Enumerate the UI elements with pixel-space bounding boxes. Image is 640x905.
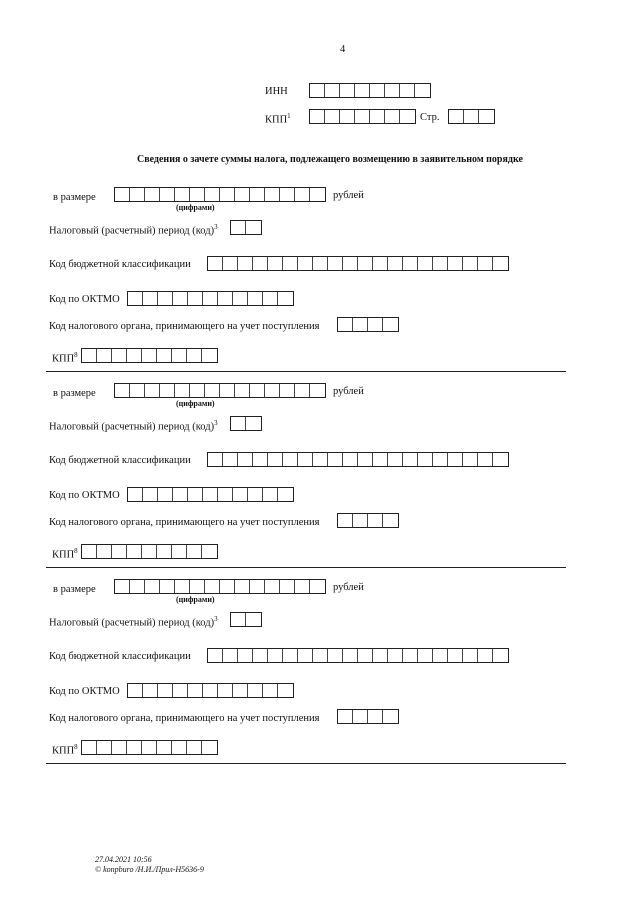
kpp8-label: КПП$^8$	[52, 743, 78, 757]
kpp8-field[interactable]	[81, 348, 218, 363]
digit-cell[interactable]	[82, 545, 97, 558]
digit-cell[interactable]	[310, 110, 325, 123]
digit-cell[interactable]	[280, 580, 295, 593]
digit-cell[interactable]	[388, 649, 403, 662]
period-label: Налоговый (расчетный) период (код)$^3$	[49, 615, 218, 629]
digit-cell[interactable]	[403, 453, 418, 466]
period-label: Налоговый (расчетный) период (код)$^3$	[49, 419, 218, 433]
digit-cell[interactable]	[233, 488, 248, 501]
digit-cell[interactable]	[158, 488, 173, 501]
oktmo-label: Код по ОКТМО	[49, 490, 120, 501]
digit-cell[interactable]	[203, 488, 218, 501]
digit-cell[interactable]	[115, 384, 130, 397]
digit-cell[interactable]	[130, 580, 145, 593]
digit-cell[interactable]	[115, 188, 130, 201]
digit-cell[interactable]	[370, 110, 385, 123]
footer-timestamp: 27.04.2021 10:56	[95, 855, 152, 864]
digit-cell[interactable]	[173, 684, 188, 697]
digit-cell[interactable]	[223, 257, 238, 270]
digit-cell[interactable]	[340, 84, 355, 97]
digit-cell[interactable]	[358, 257, 373, 270]
digit-cell[interactable]	[355, 84, 370, 97]
amount-hint: (цифрами)	[176, 203, 215, 212]
digit-cell[interactable]	[353, 514, 368, 527]
digit-cell[interactable]	[478, 453, 493, 466]
kpp8-label: КПП$^8$	[52, 547, 78, 561]
digit-cell[interactable]	[172, 545, 187, 558]
digit-cell[interactable]	[145, 580, 160, 593]
digit-cell[interactable]	[223, 453, 238, 466]
digit-cell[interactable]	[383, 318, 398, 331]
tax-authority-label: Код налогового органа, принимающего на учет поступления	[49, 713, 320, 724]
digit-cell[interactable]	[400, 84, 415, 97]
digit-cell[interactable]	[130, 188, 145, 201]
digit-cell[interactable]	[188, 684, 203, 697]
digit-cell[interactable]	[203, 684, 218, 697]
amount-field[interactable]	[114, 579, 326, 594]
section-divider	[46, 371, 566, 372]
digit-cell[interactable]	[373, 453, 388, 466]
digit-cell[interactable]	[449, 110, 464, 123]
digit-cell[interactable]	[325, 84, 340, 97]
kbk-label: Код бюджетной классификации	[49, 455, 191, 466]
kbk-field[interactable]	[207, 648, 509, 663]
oktmo-field[interactable]	[127, 291, 294, 306]
digit-cell[interactable]	[231, 613, 246, 626]
digit-cell[interactable]	[218, 292, 233, 305]
digit-cell[interactable]	[160, 384, 175, 397]
digit-cell[interactable]	[143, 488, 158, 501]
kbk-field[interactable]	[207, 452, 509, 467]
digit-cell[interactable]	[235, 188, 250, 201]
digit-cell[interactable]	[205, 188, 220, 201]
digit-cell[interactable]	[328, 649, 343, 662]
digit-cell[interactable]	[295, 580, 310, 593]
digit-cell[interactable]	[493, 257, 508, 270]
period-label: Налоговый (расчетный) период (код)$^3$	[49, 223, 218, 237]
digit-cell[interactable]	[343, 453, 358, 466]
digit-cell[interactable]	[310, 384, 325, 397]
digit-cell[interactable]	[172, 741, 187, 754]
period-field[interactable]	[230, 220, 262, 235]
digit-cell[interactable]	[383, 514, 398, 527]
digit-cell[interactable]	[127, 349, 142, 362]
kbk-field[interactable]	[207, 256, 509, 271]
digit-cell[interactable]	[263, 292, 278, 305]
footer	[95, 855, 204, 875]
digit-cell[interactable]	[464, 110, 479, 123]
digit-cell[interactable]	[127, 545, 142, 558]
digit-cell[interactable]	[463, 453, 478, 466]
digit-cell[interactable]	[218, 684, 233, 697]
digit-cell[interactable]	[248, 488, 263, 501]
digit-cell[interactable]	[248, 292, 263, 305]
digit-cell[interactable]	[112, 349, 127, 362]
digit-cell[interactable]	[265, 384, 280, 397]
digit-cell[interactable]	[233, 292, 248, 305]
digit-cell[interactable]	[188, 292, 203, 305]
digit-cell[interactable]	[97, 545, 112, 558]
digit-cell[interactable]	[368, 318, 383, 331]
digit-cell[interactable]	[415, 84, 430, 97]
digit-cell[interactable]	[145, 188, 160, 201]
digit-cell[interactable]	[187, 741, 202, 754]
kpp-field[interactable]	[309, 109, 416, 124]
section-divider	[46, 763, 566, 764]
form-title: Сведения о зачете суммы налога, подлежащего возмещению в заявительном порядке	[137, 154, 523, 165]
digit-cell[interactable]	[283, 453, 298, 466]
digit-cell[interactable]	[448, 257, 463, 270]
digit-cell[interactable]	[268, 453, 283, 466]
amount-label: в размере	[53, 584, 96, 595]
digit-cell[interactable]	[220, 580, 235, 593]
digit-cell[interactable]	[373, 649, 388, 662]
digit-cell[interactable]	[298, 257, 313, 270]
digit-cell[interactable]	[328, 257, 343, 270]
digit-cell[interactable]	[313, 649, 328, 662]
digit-cell[interactable]	[223, 649, 238, 662]
digit-cell[interactable]	[403, 649, 418, 662]
digit-cell[interactable]	[248, 684, 263, 697]
digit-cell[interactable]	[340, 110, 355, 123]
digit-cell[interactable]	[253, 649, 268, 662]
digit-cell[interactable]	[310, 188, 325, 201]
digit-cell[interactable]	[128, 684, 143, 697]
digit-cell[interactable]	[268, 257, 283, 270]
digit-cell[interactable]	[143, 292, 158, 305]
digit-cell[interactable]	[343, 257, 358, 270]
tax-authority-field[interactable]	[337, 317, 399, 332]
digit-cell[interactable]	[263, 684, 278, 697]
digit-cell[interactable]	[463, 257, 478, 270]
digit-cell[interactable]	[235, 580, 250, 593]
digit-cell[interactable]	[268, 649, 283, 662]
digit-cell[interactable]	[128, 292, 143, 305]
digit-cell[interactable]	[263, 488, 278, 501]
amount-hint: (цифрами)	[176, 595, 215, 604]
digit-cell[interactable]	[115, 580, 130, 593]
digit-cell[interactable]	[343, 649, 358, 662]
oktmo-field[interactable]	[127, 683, 294, 698]
digit-cell[interactable]	[208, 649, 223, 662]
digit-cell[interactable]	[370, 84, 385, 97]
kpp-label: КПП$^1$	[265, 112, 291, 126]
digit-cell[interactable]	[142, 741, 157, 754]
digit-cell[interactable]	[128, 488, 143, 501]
digit-cell[interactable]	[205, 384, 220, 397]
digit-cell[interactable]	[238, 649, 253, 662]
digit-cell[interactable]	[280, 384, 295, 397]
digit-cell[interactable]	[160, 188, 175, 201]
digit-cell[interactable]	[418, 649, 433, 662]
digit-cell[interactable]	[433, 453, 448, 466]
oktmo-label: Код по ОКТМО	[49, 294, 120, 305]
digit-cell[interactable]	[202, 545, 217, 558]
digit-cell[interactable]	[313, 257, 328, 270]
digit-cell[interactable]	[173, 488, 188, 501]
digit-cell[interactable]	[246, 417, 261, 430]
digit-cell[interactable]	[325, 110, 340, 123]
digit-cell[interactable]	[202, 741, 217, 754]
digit-cell[interactable]	[145, 384, 160, 397]
period-field[interactable]	[230, 612, 262, 627]
digit-cell[interactable]	[295, 384, 310, 397]
digit-cell[interactable]	[373, 257, 388, 270]
amount-label: в размере	[53, 192, 96, 203]
digit-cell[interactable]	[208, 453, 223, 466]
digit-cell[interactable]	[253, 453, 268, 466]
digit-cell[interactable]	[463, 649, 478, 662]
digit-cell[interactable]	[403, 257, 418, 270]
digit-cell[interactable]	[175, 188, 190, 201]
digit-cell[interactable]	[158, 292, 173, 305]
digit-cell[interactable]	[328, 453, 343, 466]
digit-cell[interactable]	[338, 514, 353, 527]
digit-cell[interactable]	[400, 110, 415, 123]
digit-cell[interactable]	[190, 580, 205, 593]
digit-cell[interactable]	[283, 649, 298, 662]
digit-cell[interactable]	[97, 349, 112, 362]
tax-authority-label: Код налогового органа, принимающего на учет поступления	[49, 517, 320, 528]
page-field[interactable]	[448, 109, 495, 124]
digit-cell[interactable]	[127, 741, 142, 754]
digit-cell[interactable]	[187, 349, 202, 362]
inn-field[interactable]	[309, 83, 431, 98]
digit-cell[interactable]	[157, 349, 172, 362]
digit-cell[interactable]	[353, 318, 368, 331]
digit-cell[interactable]	[250, 384, 265, 397]
digit-cell[interactable]	[448, 649, 463, 662]
digit-cell[interactable]	[143, 684, 158, 697]
digit-cell[interactable]	[388, 257, 403, 270]
digit-cell[interactable]	[433, 649, 448, 662]
amount-hint: (цифрами)	[176, 399, 215, 408]
digit-cell[interactable]	[220, 188, 235, 201]
digit-cell[interactable]	[265, 188, 280, 201]
digit-cell[interactable]	[298, 453, 313, 466]
digit-cell[interactable]	[295, 188, 310, 201]
digit-cell[interactable]	[433, 257, 448, 270]
digit-cell[interactable]	[368, 514, 383, 527]
digit-cell[interactable]	[418, 453, 433, 466]
digit-cell[interactable]	[233, 684, 248, 697]
digit-cell[interactable]	[190, 384, 205, 397]
digit-cell[interactable]	[478, 649, 493, 662]
digit-cell[interactable]	[478, 257, 493, 270]
digit-cell[interactable]	[97, 741, 112, 754]
digit-cell[interactable]	[448, 453, 463, 466]
inn-label: ИНН	[265, 86, 288, 97]
digit-cell[interactable]	[175, 580, 190, 593]
digit-cell[interactable]	[278, 488, 293, 501]
digit-cell[interactable]	[187, 545, 202, 558]
digit-cell[interactable]	[280, 188, 295, 201]
page-number: 4	[340, 44, 346, 55]
digit-cell[interactable]	[338, 710, 353, 723]
digit-cell[interactable]	[418, 257, 433, 270]
digit-cell[interactable]	[493, 649, 508, 662]
digit-cell[interactable]	[160, 580, 175, 593]
digit-cell[interactable]	[313, 453, 328, 466]
digit-cell[interactable]	[208, 257, 223, 270]
digit-cell[interactable]	[238, 453, 253, 466]
digit-cell[interactable]	[203, 292, 218, 305]
digit-cell[interactable]	[298, 649, 313, 662]
digit-cell[interactable]	[130, 384, 145, 397]
digit-cell[interactable]	[231, 221, 246, 234]
digit-cell[interactable]	[479, 110, 494, 123]
kpp8-field[interactable]	[81, 544, 218, 559]
digit-cell[interactable]	[493, 453, 508, 466]
digit-cell[interactable]	[142, 349, 157, 362]
amount-label: в размере	[53, 388, 96, 399]
kpp8-label: КПП$^8$	[52, 351, 78, 365]
digit-cell[interactable]	[112, 545, 127, 558]
digit-cell[interactable]	[220, 384, 235, 397]
digit-cell[interactable]	[253, 257, 268, 270]
digit-cell[interactable]	[265, 580, 280, 593]
digit-cell[interactable]	[82, 741, 97, 754]
digit-cell[interactable]	[385, 110, 400, 123]
digit-cell[interactable]	[173, 292, 188, 305]
digit-cell[interactable]	[338, 318, 353, 331]
amount-field[interactable]	[114, 383, 326, 398]
tax-authority-label: Код налогового органа, принимающего на учет поступления	[49, 321, 320, 332]
digit-cell[interactable]	[388, 453, 403, 466]
tax-authority-field[interactable]	[337, 513, 399, 528]
digit-cell[interactable]	[358, 649, 373, 662]
digit-cell[interactable]	[205, 580, 220, 593]
rubles-label: рублей	[333, 190, 364, 201]
digit-cell[interactable]	[250, 188, 265, 201]
digit-cell[interactable]	[157, 545, 172, 558]
amount-field[interactable]	[114, 187, 326, 202]
digit-cell[interactable]	[202, 349, 217, 362]
digit-cell[interactable]	[383, 710, 398, 723]
digit-cell[interactable]	[278, 684, 293, 697]
digit-cell[interactable]	[190, 188, 205, 201]
digit-cell[interactable]	[218, 488, 233, 501]
kbk-label: Код бюджетной классификации	[49, 259, 191, 270]
digit-cell[interactable]	[235, 384, 250, 397]
digit-cell[interactable]	[246, 221, 261, 234]
digit-cell[interactable]	[82, 349, 97, 362]
digit-cell[interactable]	[283, 257, 298, 270]
digit-cell[interactable]	[142, 545, 157, 558]
digit-cell[interactable]	[112, 741, 127, 754]
oktmo-field[interactable]	[127, 487, 294, 502]
period-field[interactable]	[230, 416, 262, 431]
rubles-label: рублей	[333, 386, 364, 397]
tax-authority-field[interactable]	[337, 709, 399, 724]
digit-cell[interactable]	[172, 349, 187, 362]
oktmo-label: Код по ОКТМО	[49, 686, 120, 697]
digit-cell[interactable]	[157, 741, 172, 754]
digit-cell[interactable]	[246, 613, 261, 626]
digit-cell[interactable]	[353, 710, 368, 723]
digit-cell[interactable]	[175, 384, 190, 397]
digit-cell[interactable]	[238, 257, 253, 270]
digit-cell[interactable]	[385, 84, 400, 97]
digit-cell[interactable]	[158, 684, 173, 697]
section-divider	[46, 567, 566, 568]
rubles-label: рублей	[333, 582, 364, 593]
digit-cell[interactable]	[278, 292, 293, 305]
digit-cell[interactable]	[358, 453, 373, 466]
digit-cell[interactable]	[310, 580, 325, 593]
kbk-label: Код бюджетной классификации	[49, 651, 191, 662]
digit-cell[interactable]	[310, 84, 325, 97]
digit-cell[interactable]	[355, 110, 370, 123]
digit-cell[interactable]	[188, 488, 203, 501]
digit-cell[interactable]	[250, 580, 265, 593]
footer-doc-ref: © konpburo /Н.И./Прил-Н5636-9	[95, 865, 204, 874]
digit-cell[interactable]	[368, 710, 383, 723]
page-label: Стр.	[420, 112, 440, 123]
kpp8-field[interactable]	[81, 740, 218, 755]
digit-cell[interactable]	[231, 417, 246, 430]
